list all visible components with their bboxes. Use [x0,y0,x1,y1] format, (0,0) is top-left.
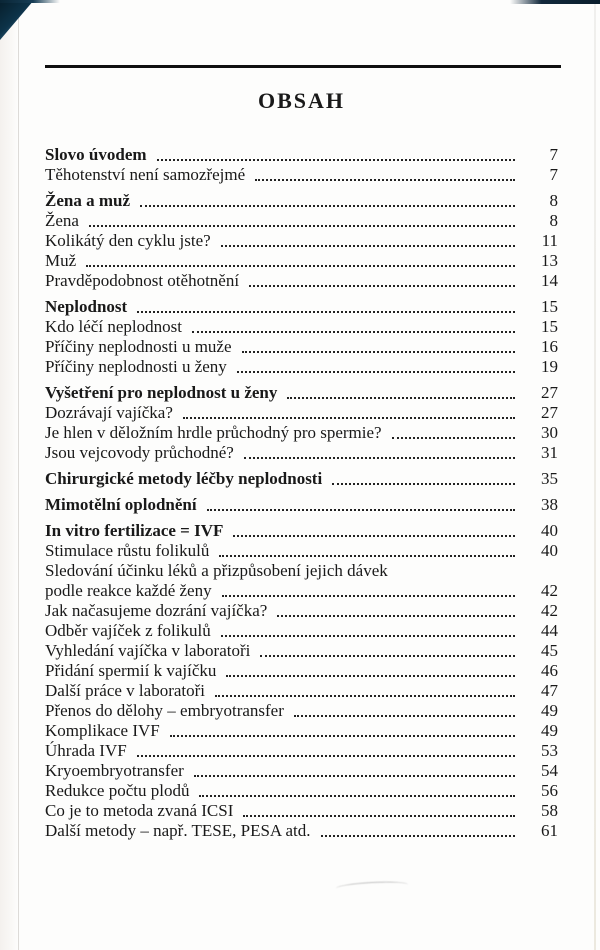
toc-row [45,601,558,621]
toc-leader-dots [255,179,515,181]
toc-page-number: 35 [541,469,558,488]
toc-leader-dots [287,397,515,399]
toc-row [45,781,558,801]
toc-entry-label: Neplodnost [45,297,128,316]
toc-leader-dots [243,815,515,817]
toc-row [45,337,558,357]
toc-entry-label: Žena a muž [45,191,130,210]
toc-entry-label: Těhotenství není samozřejmé [45,165,246,184]
toc-page-number: 61 [541,821,558,840]
toc-leader-dots [332,483,515,485]
toc-row [45,231,558,251]
toc-row [45,383,558,403]
page-edge-line-left [18,0,19,950]
toc-leader-dots [221,245,515,247]
toc-leader-dots [222,595,515,597]
toc-row [45,821,558,841]
page-title: OBSAH [257,88,346,113]
toc-page-number: 8 [549,211,558,230]
toc-row [45,681,558,701]
toc-entry-label: Přidání spermií k vajíčku [45,661,217,680]
toc-entry-label: Vyšetření pro neplodnost u ženy [45,383,278,402]
toc-entry-label: Kolikátý den cyklu jste? [45,231,211,250]
toc-entry-label: Příčiny neplodnosti u ženy [45,357,227,376]
toc-entry-label: Další metody – např. TESE, PESA atd. [45,821,311,840]
toc-row [45,495,558,515]
toc-row [45,521,558,541]
toc-page-number: 53 [541,741,558,760]
toc-page-number: 15 [541,297,558,316]
toc-entry-label: Odběr vajíček z folikulů [45,621,211,640]
toc-leader-dots [219,555,515,557]
toc-list [45,145,558,841]
toc-leader-dots [392,437,515,439]
toc-leader-dots [89,225,515,227]
toc-entry-label: Přenos do dělohy – embryotransfer [45,701,284,720]
toc-leader-dots [215,695,515,697]
toc-entry-label: Pravděpodobnost otěhotnění [45,271,240,290]
toc-row [45,297,558,317]
toc-leader-dots [321,835,515,837]
toc-page-number: 42 [541,601,558,620]
toc-page-number: 46 [541,661,558,680]
toc-row [45,581,558,601]
toc-page-number: 49 [541,701,558,720]
toc-row [45,541,558,561]
toc-row [45,423,558,443]
toc-leader-dots [137,311,515,313]
toc-row [45,761,558,781]
toc-row [45,403,558,423]
toc-row [45,145,558,165]
toc-page-number: 45 [541,641,558,660]
toc-leader-dots [226,675,515,677]
toc-page-number: 40 [541,521,558,540]
toc-entry-label: Komplikace IVF [45,721,160,740]
toc-leader-dots [140,205,515,207]
toc-entry-label: Co je to metoda zvaná ICSI [45,801,234,820]
toc-leader-dots [170,735,515,737]
toc-entry-label: Kdo léčí neplodnost [45,317,182,336]
toc-entry-label: podle reakce každé ženy [45,581,212,600]
toc-row [45,443,558,463]
toc-leader-dots [277,615,515,617]
toc-leader-dots [194,775,515,777]
toc-page-number: 54 [541,761,558,780]
toc-page-number: 42 [541,581,558,600]
toc-row [45,211,558,231]
toc-entry-label: Jak načasujeme dozrání vajíčka? [45,601,268,620]
toc-row [45,271,558,291]
page-edge-shading-left [0,0,18,950]
page-content [45,0,558,841]
toc-entry-label: Kryoembryotransfer [45,761,184,780]
scan-smudge-mark [336,880,408,893]
toc-entry-label: Mimotělní oplodnění [45,495,197,514]
toc-entry-label: Další práce v laboratoři [45,681,206,700]
toc-row [45,741,558,761]
toc-page-number: 58 [541,801,558,820]
toc-entry-label: Žena [45,211,79,230]
toc-page-number: 11 [541,231,558,250]
toc-entry-label: Redukce počtu plodů [45,781,190,800]
toc-page-number: 13 [541,251,558,270]
toc-page-number: 27 [541,403,558,422]
toc-leader-dots [242,351,515,353]
toc-page-number: 30 [541,423,558,442]
toc-row [45,251,558,271]
toc-row [45,801,558,821]
toc-entry-label: Stimulace růstu folikulů [45,541,210,560]
toc-page-number: 7 [549,165,558,184]
toc-entry-label: Dozrávají vajíčka? [45,403,173,422]
toc-page-number: 27 [541,383,558,402]
header-rule [45,65,561,68]
toc-leader-dots [199,795,515,797]
toc-row [45,621,558,641]
toc-row [45,561,558,581]
toc-leader-dots [207,509,515,511]
toc-page-number: 49 [541,721,558,740]
toc-page-number: 15 [541,317,558,336]
toc-leader-dots [137,755,515,757]
toc-leader-dots [192,331,515,333]
toc-entry-label: In vitro fertilizace = IVF [45,521,224,540]
toc-page-number: 14 [541,271,558,290]
toc-leader-dots [183,417,515,419]
toc-leader-dots [157,159,515,161]
toc-page-number: 56 [541,781,558,800]
toc-page-number: 38 [541,495,558,514]
toc-leader-dots [86,265,515,267]
toc-row [45,165,558,185]
toc-entry-label: Jsou vejcovody průchodné? [45,443,234,462]
toc-page-number: 19 [541,357,558,376]
toc-entry-label: Slovo úvodem [45,145,147,164]
toc-row [45,191,558,211]
toc-entry-label: Sledování účinku léků a přizpůsobení jejich dávek [45,561,388,580]
toc-row [45,317,558,337]
toc-leader-dots [294,715,515,717]
toc-page-number: 16 [541,337,558,356]
toc-leader-dots [244,457,515,459]
toc-row [45,641,558,661]
toc-entry-label: Je hlen v děložním hrdle průchodný pro spermie? [45,423,382,442]
toc-page-number: 7 [549,145,558,164]
toc-row [45,661,558,681]
toc-leader-dots [249,285,515,287]
toc-page-number: 47 [541,681,558,700]
toc-leader-dots [237,371,515,373]
page-edge-line-right [594,0,596,950]
toc-entry-label: Muž [45,251,77,270]
toc-entry-label: Vyhledání vajíčka v laboratoři [45,641,251,660]
toc-row [45,701,558,721]
toc-leader-dots [260,655,515,657]
toc-leader-dots [233,535,515,537]
toc-page-number: 31 [541,443,558,462]
toc-row [45,469,558,489]
toc-row [45,721,558,741]
toc-page-number: 40 [541,541,558,560]
toc-entry-label: Úhrada IVF [45,741,127,760]
toc-row [45,357,558,377]
toc-entry-label: Příčiny neplodnosti u muže [45,337,232,356]
toc-entry-label: Chirurgické metody léčby neplodnosti [45,469,323,488]
toc-page-number: 44 [541,621,558,640]
toc-leader-dots [221,635,515,637]
toc-page-number: 8 [549,191,558,210]
